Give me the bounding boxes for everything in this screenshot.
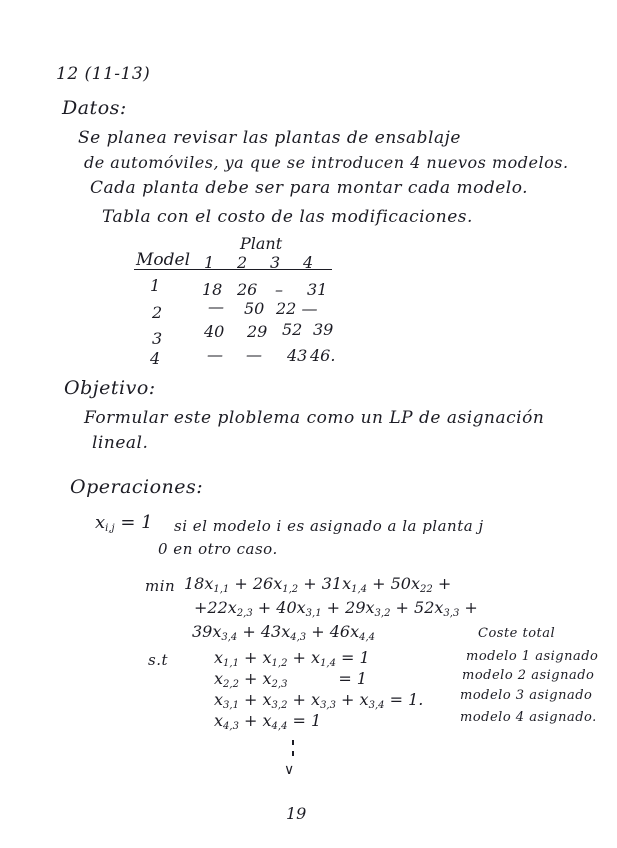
cell-3-4: 39 (313, 320, 334, 339)
datos-line-1: Se planea revisar las plantas de ensablaje (78, 128, 461, 148)
datos-line-2: de automóviles, ya que se introducen 4 nuevos modelos. (84, 153, 569, 172)
cell-1-1: 18 (202, 280, 223, 299)
datos-line-4: Tabla con el costo de las modificaciones. (102, 207, 473, 227)
datos-heading: Datos: (62, 97, 127, 119)
plant-header-1: 1 (204, 253, 215, 272)
constraint-2: $x_{2,2} + x_{2,3}$ = 1 (214, 669, 367, 690)
model-row-3: 3 (152, 329, 163, 348)
plant-header-3: 3 (270, 253, 281, 272)
objective-line-3: $39x_{3,4} + 43x_{4,3} + 46x_{4,4}$ (192, 622, 376, 643)
cell-1-3: – (275, 280, 283, 299)
cell-1-2: 26 (237, 280, 258, 299)
cell-4-4: 46. (310, 346, 336, 365)
cell-2-3: 50 (244, 299, 265, 318)
note-model-2: modelo 2 asignado (462, 668, 595, 683)
cell-2-2: — (208, 297, 224, 316)
model-label: Model (136, 250, 191, 270)
variable-definition-1: si el modelo i es asignado a la planta j (174, 517, 484, 535)
datos-line-3: Cada planta debe ser para montar cada modelo. (90, 178, 529, 198)
variable-definition-lhs: $x_{i,j} = 1$ (95, 512, 153, 534)
cell-1-4: 31 (307, 280, 328, 299)
cell-4-2: — (246, 345, 262, 364)
note-model-3: modelo 3 asignado (460, 688, 593, 703)
chevron-down-icon: ∨ (284, 762, 295, 778)
model-row-2: 2 (152, 303, 163, 322)
cell-3-3: 52 (282, 320, 303, 339)
continuation-dots (292, 740, 294, 762)
page-number: 19 (286, 804, 307, 823)
note-cost-total: Coste total (478, 626, 556, 641)
plant-header-2: 2 (237, 253, 248, 272)
cell-2-4: 22 — (276, 299, 318, 318)
objetivo-heading: Objetivo: (64, 377, 156, 399)
table-header-rule (134, 269, 332, 270)
objective-line-1: $18x_{1,1} + 26x_{1,2} + 31x_{1,4} + 50x_{22}$ + (184, 574, 452, 595)
plant-header-4: 4 (303, 253, 314, 272)
operaciones-heading: Operaciones: (70, 476, 204, 498)
st-label: s.t (148, 651, 168, 669)
plant-label: Plant (240, 234, 283, 253)
objetivo-line-1: Formular este ploblema como un LP de asignación (84, 408, 545, 428)
constraint-4: $x_{4,3} + x_{4,4} = 1$ (214, 711, 322, 732)
problem-number: 12 (11-13) (56, 64, 151, 84)
min-label: min (145, 577, 176, 595)
model-row-1: 1 (150, 276, 161, 295)
constraint-3: $x_{3,1} + x_{3,2} + x_{3,3} + x_{3,4} = 1$. (214, 690, 424, 711)
cell-4-3: 43 (287, 346, 308, 365)
note-model-1: modelo 1 asignado (466, 649, 599, 664)
note-model-4: modelo 4 asignado. (460, 710, 597, 725)
model-row-4: 4 (150, 349, 161, 368)
constraint-1: $x_{1,1} + x_{1,2} + x_{1,4} = 1$ (214, 648, 370, 669)
variable-definition-2: 0 en otro caso. (158, 540, 278, 558)
cell-3-2: 29 (247, 322, 268, 341)
objetivo-line-2: lineal. (92, 433, 149, 453)
cell-4-1: — (207, 345, 223, 364)
objective-line-2: $+22x_{2,3} + 40x_{3,1} + 29x_{3,2} + 52x_{3,3}$ + (194, 598, 478, 619)
cell-3-1: 40 (204, 322, 225, 341)
